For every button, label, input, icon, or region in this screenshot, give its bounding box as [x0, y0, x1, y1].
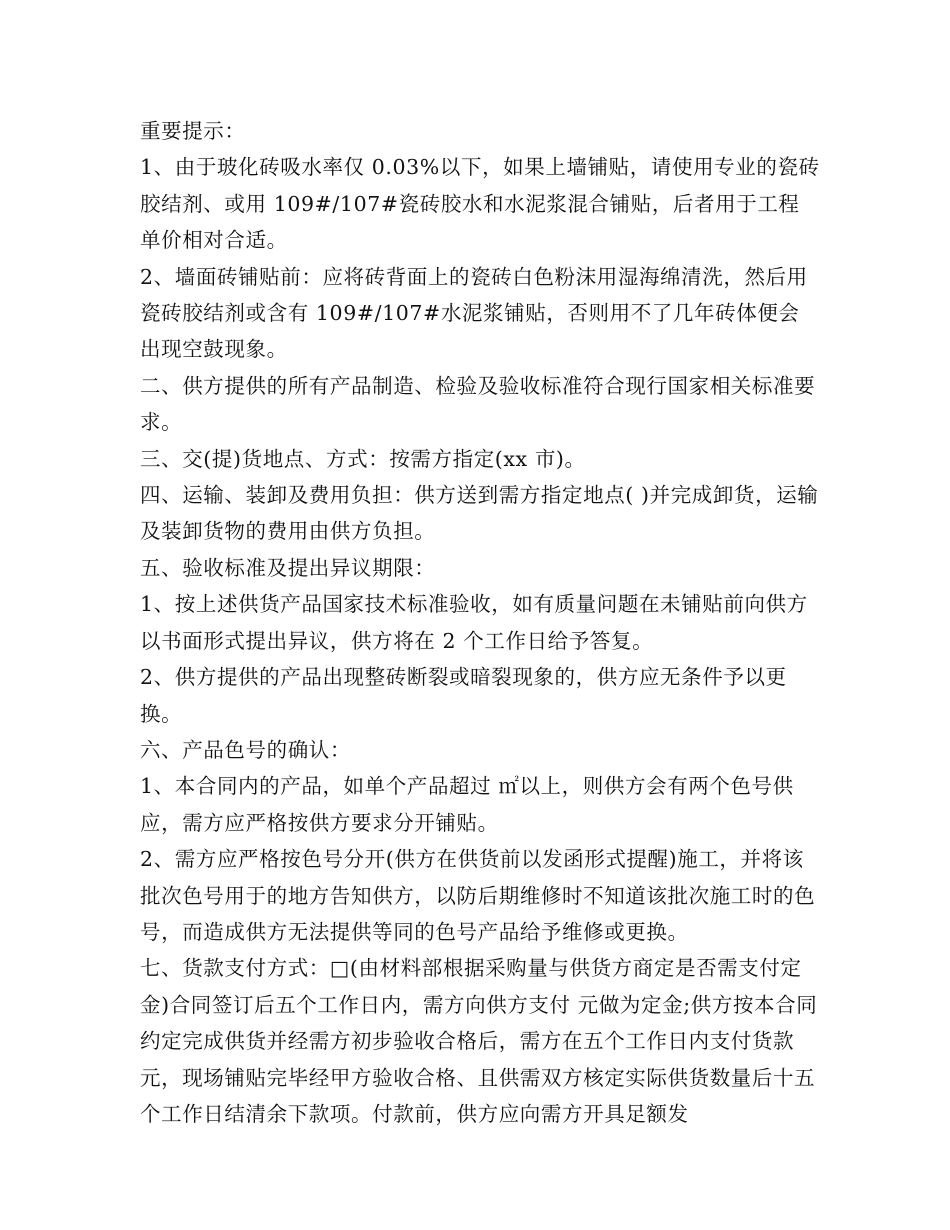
paragraph-section-7: 七、货款支付方式：□(由材料部根据采购量与供货方商定是否需支付定金)合同签订后五个工作日内，需方向供方支付 元做为定金;供方按本合同约定完成供货并经需方初步验收合格后，需方在五个工作日内支付货款 元，现场铺贴完毕经甲方验收合格、且供需双方核定实际供货数量后十五个工作日结清余下款项。付款前，供方应向需方开具足额发 — [140, 956, 818, 1126]
paragraph-section-6: 六、产品色号的确认： — [140, 737, 351, 762]
paragraph-section-6-item-1: 1、本合同内的产品，如单个产品超过 ㎡以上，则供方会有两个色号供应，需方应严格按供方要求分开铺贴。 — [140, 774, 794, 835]
paragraph-section-5: 五、验收标准及提出异议期限： — [140, 555, 436, 580]
paragraph-section-5-item-1: 1、按上述供货产品国家技术标准验收，如有质量问题在未铺贴前向供方以书面形式提出异议，供方将在 2 个工作日给予答复。 — [140, 592, 808, 653]
paragraph-section-3: 三、交(提)货地点、方式：按需方指定(xx 市)。 — [140, 446, 586, 471]
paragraph-section-6-item-2: 2、需方应严格按色号分开(供方在供货前以发函形式提醒)施工，并将该批次色号用于的地方告知供方，以防后期维修时不知道该批次施工时的色号，而造成供方无法提供等同的色号产品给予维修或更换。 — [140, 847, 816, 944]
paragraph-section-2: 二、供方提供的所有产品制造、检验及验收标准符合现行国家相关标准要求。 — [140, 373, 816, 435]
paragraph-notice-2: 2、墙面砖铺贴前：应将砖背面上的瓷砖白色粉沫用湿海绵清洗，然后用瓷砖胶结剂或含有 109#/107#水泥浆铺贴，否则用不了几年砖体便会出现空鼓现象。 — [140, 264, 808, 362]
paragraph-section-5-item-2: 2、供方提供的产品出现整砖断裂或暗裂现象的，供方应无条件予以更换。 — [140, 665, 787, 726]
paragraph-section-4: 四、运输、装卸及费用负担：供方送到需方指定地点( )并完成卸货，运输及装卸货物的费用由供方负担。 — [140, 483, 819, 544]
paragraph-heading-notice: 重要提示： — [140, 119, 246, 143]
paragraph-notice-1: 1、由于玻化砖吸水率仅 0.03%以下，如果上墙铺贴，请使用专业的瓷砖胶结剂、或用 109#/107#瓷砖胶水和水泥浆混合铺贴，后者用于工程单价相对合适。 — [140, 155, 820, 253]
document-body — [140, 113, 820, 1132]
